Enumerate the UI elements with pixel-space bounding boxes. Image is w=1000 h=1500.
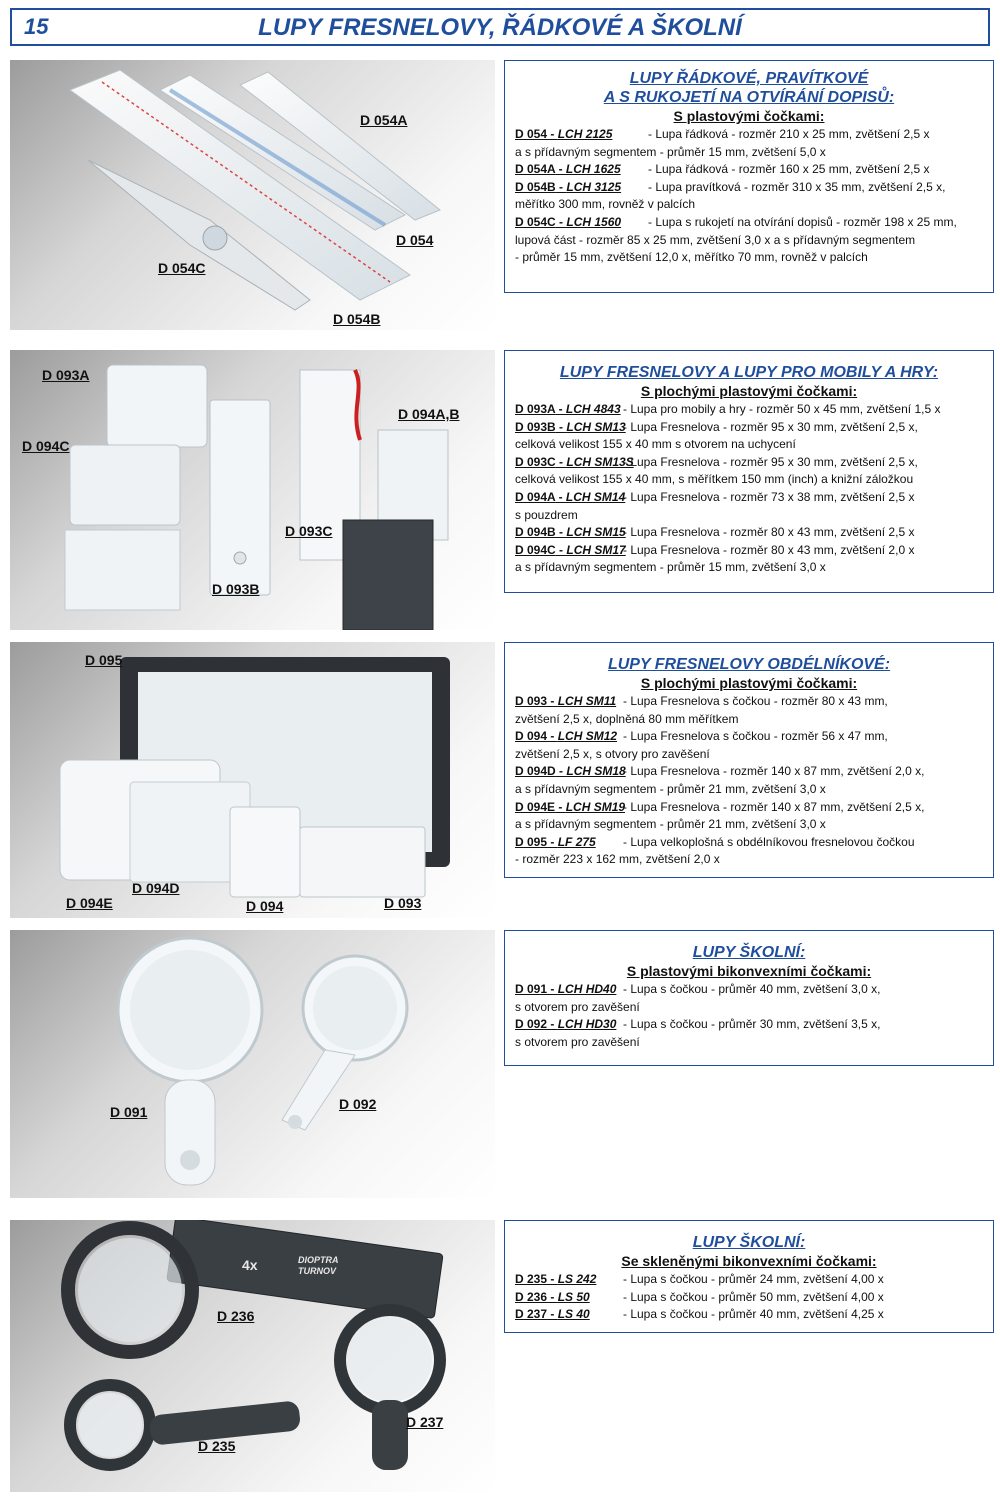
product-code: D 235 - LS 242	[515, 1272, 597, 1286]
product-line	[515, 799, 983, 817]
product-code: D 054B - LCH 3125	[515, 179, 622, 194]
photo-label: D 091	[110, 1104, 148, 1120]
product-desc: - Lupa pravítková - rozměr 310 x 35 mm, zvětšení 2,5 x,	[648, 179, 946, 194]
product-line: s pouzdrem	[515, 507, 578, 522]
photo-rectangular-fresnel	[10, 642, 495, 918]
photo-label: D 094D	[132, 880, 180, 896]
line-magnifiers-illustration	[10, 60, 495, 330]
section-title: LUPY FRESNELOVY A LUPY PRO MOBILY A HRY:	[559, 364, 939, 381]
section-subtitle: S plastovými čočkami:	[673, 108, 825, 124]
product-line: a s přídavným segmentem - průměr 15 mm, zvětšení 5,0 x	[515, 144, 826, 159]
product-code: D 054 - LCH 2125	[515, 127, 613, 141]
product-line	[515, 179, 983, 197]
photo-label: D 236	[217, 1308, 255, 1324]
section-subtitle: S plastovými bikonvexními čočkami:	[626, 963, 872, 979]
product-line: - rozměr 223 x 162 mm, zvětšení 2,0 x	[515, 852, 720, 867]
product-desc: - Lupa Fresnelova - rozměr 140 x 87 mm, zvětšení 2,5 x,	[623, 799, 925, 814]
magnifier-d237	[340, 1310, 440, 1470]
product-code: D 094A - LCH SM14	[515, 489, 626, 504]
pouch-d094ab	[343, 520, 433, 630]
product-code: D 093A - LCH 4843	[515, 402, 621, 416]
school-plastic-illustration	[10, 930, 495, 1198]
product-line	[515, 126, 983, 144]
photo-label: D 092	[339, 1096, 377, 1112]
product-code: D 094E - LCH SM19	[515, 799, 626, 814]
magnifier-d235	[70, 1385, 301, 1465]
photo-label: D 094E	[66, 895, 113, 911]
product-line: a s přídavným segmentem - průměr 21 mm, zvětšení 3,0 x	[515, 781, 826, 796]
section-subtitle: Se skleněnými bikonvexními čočkami:	[621, 1253, 877, 1269]
page-number: 15	[24, 14, 49, 39]
photo-school-glass	[10, 1220, 495, 1492]
product-line	[515, 161, 983, 179]
section-rectangular-fresnel	[504, 642, 994, 878]
product-desc: - Lupa Fresnelova s čočkou - rozměr 56 x 47 mm,	[623, 729, 888, 744]
product-line	[515, 214, 983, 232]
product-code: D 237 - LS 40	[515, 1307, 590, 1322]
product-code: D 054C - LCH 1560	[515, 214, 622, 229]
product-line	[515, 489, 983, 507]
section-title: LUPY ŠKOLNÍ:	[692, 1234, 806, 1251]
photo-line-magnifiers	[10, 60, 495, 330]
product-code: D 094B - LCH SM15	[515, 525, 626, 540]
product-line	[515, 981, 983, 999]
product-line	[515, 763, 983, 781]
photo-label: D 093B	[212, 581, 260, 597]
product-code: D 091 - LCH HD40	[515, 982, 617, 996]
photo-label: D 094C	[22, 438, 70, 454]
fresnel-card	[65, 530, 180, 610]
section-subtitle: S plochými plastovými čočkami:	[640, 675, 858, 691]
product-desc: - Lupa řádková - rozměr 160 x 25 mm, zvětšení 2,5 x	[648, 162, 930, 177]
product-line: lupová část - rozměr 85 x 25 mm, zvětšení 3,0 x a s přídavným segmentem	[515, 232, 916, 247]
product-line: - průměr 15 mm, zvětšení 12,0 x, měřítko 70 mm, rovněž v palcích	[515, 250, 868, 265]
product-desc: - Lupa s čočkou - průměr 40 mm, zvětšení 4,25 x	[623, 1307, 884, 1322]
product-desc: - Lupa Fresnelova - rozměr 73 x 38 mm, zvětšení 2,5 x	[623, 489, 915, 504]
product-line: měřítko 300 mm, rovněž v palcích	[515, 197, 696, 212]
product-line	[515, 1306, 983, 1324]
photo-label: D 094	[246, 898, 284, 914]
section-title: LUPY ŠKOLNÍ:	[692, 944, 806, 961]
product-line: celková velikost 155 x 40 mm, s měřítkem 150 mm (inch) a knižní záložkou	[515, 472, 914, 487]
product-desc: - Lupa Fresnelova s čočkou - rozměr 80 x 43 mm,	[623, 694, 888, 708]
photo-label: D 094A,B	[398, 406, 460, 422]
section-line-magnifiers	[504, 60, 994, 293]
product-line	[515, 1016, 983, 1034]
photo-school-plastic	[10, 930, 495, 1198]
product-desc: - Lupa Fresnelova - rozměr 80 x 43 mm, zvětšení 2,0 x	[623, 542, 915, 557]
product-code: D 236 - LS 50	[515, 1289, 590, 1304]
product-line: s otvorem pro zavěšení	[515, 999, 640, 1014]
school-glass-illustration	[10, 1220, 495, 1492]
photo-label: D 054C	[158, 260, 206, 276]
product-desc: - Lupa s rukojetí na otvírání dopisů - rozměr 198 x 25 mm,	[648, 214, 957, 229]
section-school-plastic	[504, 930, 994, 1066]
product-line: a s přídavným segmentem - průměr 21 mm, zvětšení 3,0 x	[515, 817, 826, 832]
photo-label: D 054A	[360, 112, 408, 128]
product-desc: - Lupa řádková - rozměr 210 x 25 mm, zvětšení 2,5 x	[648, 127, 930, 141]
product-desc: - Lupa s čočkou - průměr 40 mm, zvětšení 3,0 x,	[623, 982, 881, 996]
product-line: s otvorem pro zavěšení	[515, 1034, 640, 1049]
product-line	[515, 1271, 983, 1289]
photo-label: D 095	[85, 652, 123, 668]
section-title: A S RUKOJETÍ NA OTVÍRÁNÍ DOPISŮ:	[603, 89, 895, 106]
rectangular-fresnel-illustration	[10, 642, 495, 918]
product-desc: - Lupa Fresnelova - rozměr 140 x 87 mm, zvětšení 2,0 x,	[623, 764, 925, 779]
product-line	[515, 419, 983, 437]
brand-mark-2: TURNOV	[298, 1266, 336, 1276]
product-line	[515, 524, 983, 542]
section-title: LUPY ŘÁDKOVÉ, PRAVÍTKOVÉ	[629, 70, 869, 87]
magnifier-d091	[118, 938, 262, 1185]
product-line	[515, 1289, 983, 1307]
product-code: D 094D - LCH SM18	[515, 764, 626, 779]
product-desc: - Lupa s čočkou - průměr 24 mm, zvětšení 4,00 x	[623, 1272, 884, 1286]
product-code: D 092 - LCH HD30	[515, 1017, 617, 1032]
fresnel-d094c	[70, 445, 180, 525]
photo-label: D 093	[384, 895, 422, 911]
page-title: LUPY FRESNELOVY, ŘÁDKOVÉ A ŠKOLNÍ	[258, 14, 742, 41]
phone-magnifier-d093a	[107, 365, 207, 447]
photo-label: D 237	[406, 1414, 444, 1430]
product-code: D 054A - LCH 1625	[515, 162, 621, 177]
product-line: zvětšení 2,5 x, s otvory pro zavěšení	[515, 746, 710, 761]
product-code: D 093C - LCH SM13S	[515, 454, 634, 469]
product-code: D 095 - LF 275	[515, 834, 596, 849]
product-line	[515, 542, 983, 560]
section-title: LUPY FRESNELOVY OBDÉLNÍKOVÉ:	[607, 656, 891, 673]
photo-label: D 054	[396, 232, 434, 248]
photo-label: D 054B	[333, 311, 381, 327]
product-code: D 094 - LCH SM12	[515, 729, 618, 744]
product-desc: - Lupa Fresnelova - rozměr 95 x 30 mm, zvětšení 2,5 x,	[623, 419, 918, 434]
section-subtitle: S plochými plastovými čočkami:	[640, 383, 858, 399]
fresnel-d094	[230, 807, 300, 897]
section-fresnel-mobile	[504, 350, 994, 593]
product-line	[515, 401, 983, 419]
product-code: D 093 - LCH SM11	[515, 694, 617, 708]
product-line: zvětšení 2,5 x, doplněná 80 mm měřítkem	[515, 711, 739, 726]
product-line	[515, 834, 983, 852]
product-desc: - Lupa velkoplošná s obdélníkovou fresnelovou čočkou	[623, 834, 915, 849]
product-code: D 093B - LCH SM13	[515, 419, 626, 434]
photo-label: D 235	[198, 1438, 236, 1454]
product-desc: - Lupa Fresnelova - rozměr 80 x 43 mm, zvětšení 2,5 x	[623, 525, 915, 540]
magnification-mark: 4x	[242, 1257, 258, 1273]
photo-label: D 093A	[42, 367, 90, 383]
product-line	[515, 454, 983, 472]
product-desc: - Lupa pro mobily a hry - rozměr 50 x 45 mm, zvětšení 1,5 x	[623, 402, 941, 416]
product-line: a s přídavným segmentem - průměr 15 mm, zvětšení 3,0 x	[515, 560, 826, 575]
product-line: celková velikost 155 x 40 mm s otvorem na uchycení	[515, 437, 796, 452]
page-header	[10, 8, 990, 46]
fresnel-d093	[300, 827, 425, 897]
product-code: D 094C - LCH SM17	[515, 542, 626, 557]
fresnel-d093b	[210, 400, 270, 595]
product-line	[515, 693, 983, 711]
section-school-glass	[504, 1220, 994, 1333]
product-line	[515, 728, 983, 746]
product-desc: - Lupa s čočkou - průměr 30 mm, zvětšení 3,5 x,	[623, 1017, 881, 1032]
product-desc: - Lupa Fresnelova - rozměr 95 x 30 mm, zvětšení 2,5 x,	[623, 454, 918, 469]
product-desc: - Lupa s čočkou - průměr 50 mm, zvětšení 4,00 x	[623, 1289, 884, 1304]
brand-mark-1: DIOPTRA	[298, 1255, 339, 1265]
photo-label: D 093C	[285, 523, 333, 539]
